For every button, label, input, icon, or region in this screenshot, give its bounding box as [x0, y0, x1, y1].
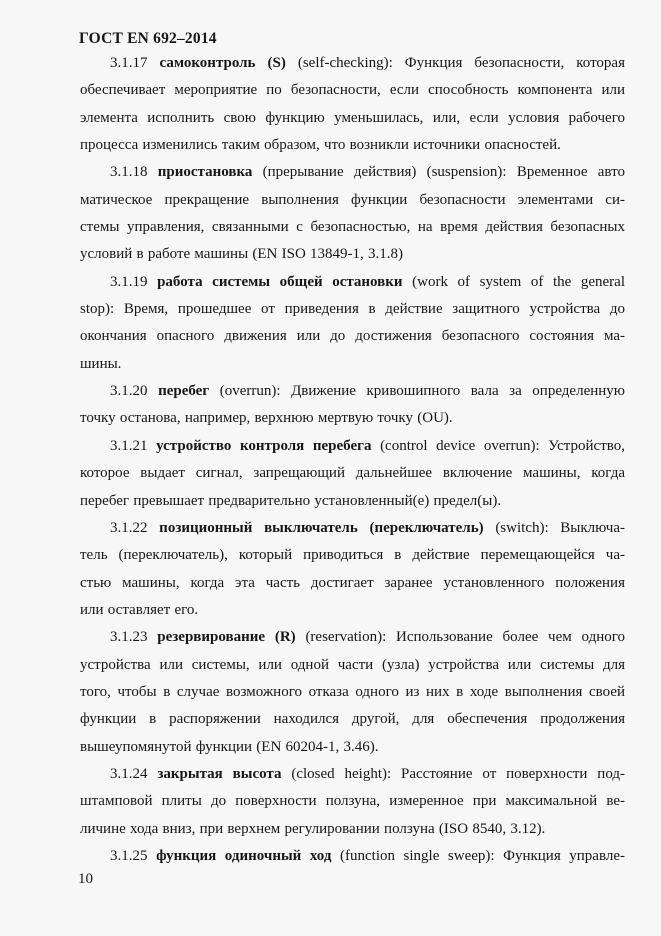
text-line — [80, 761, 625, 788]
text-line — [80, 77, 625, 104]
text-segment: (overrun): Движение кривошипного вала за определенную — [219, 383, 625, 400]
defined-term: перебег — [158, 383, 220, 400]
text-line — [80, 652, 625, 679]
text-segment: 3.1.20 — [110, 383, 159, 400]
text-segment: обеспечивает мероприятие по безопасности, если способность компонента или — [80, 82, 625, 99]
text-segment: 3.1.23 — [110, 629, 158, 646]
defined-term: функция одиночный ход — [156, 847, 340, 864]
text-line — [80, 269, 625, 296]
text-line — [80, 734, 625, 761]
paragraph-3.1.17 — [80, 50, 625, 159]
text-segment: 3.1.17 — [110, 55, 160, 71]
text-segment: 3.1.24 — [110, 765, 158, 782]
text-segment: процесса изменились таким образом, что возникли источники опасностей. — [80, 137, 561, 154]
text-segment: тель (переключатель), который приводиться в действие перемещающейся ча- — [80, 547, 625, 564]
text-line — [80, 405, 625, 432]
paragraph-3.1.20 — [80, 378, 625, 433]
text-segment: (switch): Выключа- — [495, 519, 625, 536]
text-line — [80, 351, 625, 378]
text-segment: (closed height): Расстояние от поверхности под- — [291, 765, 625, 782]
text-segment: стью машины, когда эта часть достигает заранее установленного положения — [80, 574, 625, 591]
text-line — [80, 187, 625, 214]
text-line — [80, 105, 625, 132]
text-line — [80, 460, 625, 487]
text-segment: матическое прекращение выполнения функции безопасности элементами си- — [80, 191, 625, 208]
text-segment: личине хода вниз, при верхнем регулировании ползуна (ISO 8540, 3.12). — [80, 820, 546, 837]
text-segment: 3.1.21 — [110, 437, 157, 454]
defined-term: резервирование (R) — [157, 629, 306, 646]
paragraph-3.1.23 — [80, 624, 625, 761]
text-line — [80, 433, 625, 460]
text-line — [80, 788, 625, 815]
text-segment: того, чтобы в случае возможного отказа одного из них в ходе выполнения своей — [80, 683, 625, 700]
text-segment: шины. — [80, 355, 122, 372]
text-line — [80, 50, 625, 77]
text-segment: stop): Время, прошедшее от приведения в действие защитного устройства до — [80, 301, 625, 318]
text-segment: (self-checking): Функция безопасности, которая — [297, 55, 625, 71]
text-line — [80, 843, 625, 870]
text-line — [80, 679, 625, 706]
text-line — [80, 241, 625, 268]
text-line — [80, 132, 625, 159]
page-footer — [78, 871, 93, 888]
text-segment: стемы управления, связанными с безопасностью, на время действия безопасных — [80, 219, 625, 236]
text-segment: 3.1.19 — [110, 273, 158, 290]
defined-term: работа системы общей остановки — [157, 273, 413, 290]
text-line — [80, 159, 625, 186]
text-line — [80, 378, 625, 405]
standard-number: ГОСТ EN 692–2014 — [79, 30, 217, 47]
text-segment: окончания опасного движения или до достижения безопасного состояния ма- — [80, 328, 625, 345]
paragraph-3.1.19 — [80, 269, 625, 378]
text-segment: (прерывание действия) (suspension): Временное авто — [262, 164, 625, 181]
text-segment: (function single sweep): Функция управле- — [340, 847, 625, 864]
paragraph-3.1.21 — [80, 433, 625, 515]
text-segment: 3.1.22 — [110, 519, 160, 536]
text-segment: штамповой плиты до поверхности ползуна, измеренное при максимальной ве- — [80, 793, 625, 810]
text-segment: или оставляет его. — [80, 601, 199, 618]
document-content — [80, 50, 625, 870]
text-line — [80, 296, 625, 323]
paragraph-3.1.25 — [80, 843, 625, 870]
text-segment: 3.1.25 — [110, 847, 157, 864]
text-line — [80, 214, 625, 241]
text-segment: перебег превышает предварительно установленный(е) предел(ы). — [80, 492, 502, 509]
text-segment: вышеупомянутой функции (EN 60204-1, 3.46). — [80, 738, 379, 755]
text-segment: условий в работе машины (EN ISO 13849-1, 3.1.8) — [80, 246, 404, 263]
text-line — [80, 542, 625, 569]
text-segment: элемента исполнить свою функцию уменьшилась, или, если условия рабочего — [80, 109, 625, 126]
paragraph-3.1.22 — [80, 515, 625, 624]
text-segment: точку останова, например, верхнюю мертвую точку (OU). — [80, 410, 453, 427]
paragraph-3.1.18 — [80, 159, 625, 268]
defined-term: закрытая высота — [157, 765, 292, 782]
text-line — [80, 706, 625, 733]
paragraph-3.1.24 — [80, 761, 625, 843]
text-line — [80, 323, 625, 350]
page-header — [79, 30, 217, 48]
defined-term: устройство контроля перебега — [156, 437, 381, 454]
text-line — [80, 515, 625, 542]
text-segment: (control device overrun): Устройство, — [380, 437, 625, 454]
text-segment: которое выдает сигнал, запрещающий дальнейшее включение машины, когда — [80, 465, 625, 482]
text-line — [80, 597, 625, 624]
text-segment: (work of system of the general — [412, 273, 625, 290]
text-line — [80, 488, 625, 515]
text-segment: 3.1.18 — [110, 164, 158, 181]
defined-term: приостановка — [157, 164, 263, 181]
page-number: 10 — [78, 871, 93, 887]
text-line — [80, 816, 625, 843]
defined-term: самоконтроль (S) — [159, 55, 298, 71]
text-line — [80, 624, 625, 651]
text-segment: устройства или системы, или одной части (узла) устройства или системы для — [80, 656, 625, 673]
text-segment: (reservation): Использование более чем одного — [305, 629, 625, 646]
text-segment: функции в распоряжении находился другой, для обеспечения продолжения — [80, 711, 625, 728]
defined-term: позиционный выключатель (переключатель) — [159, 519, 496, 536]
text-line — [80, 570, 625, 597]
